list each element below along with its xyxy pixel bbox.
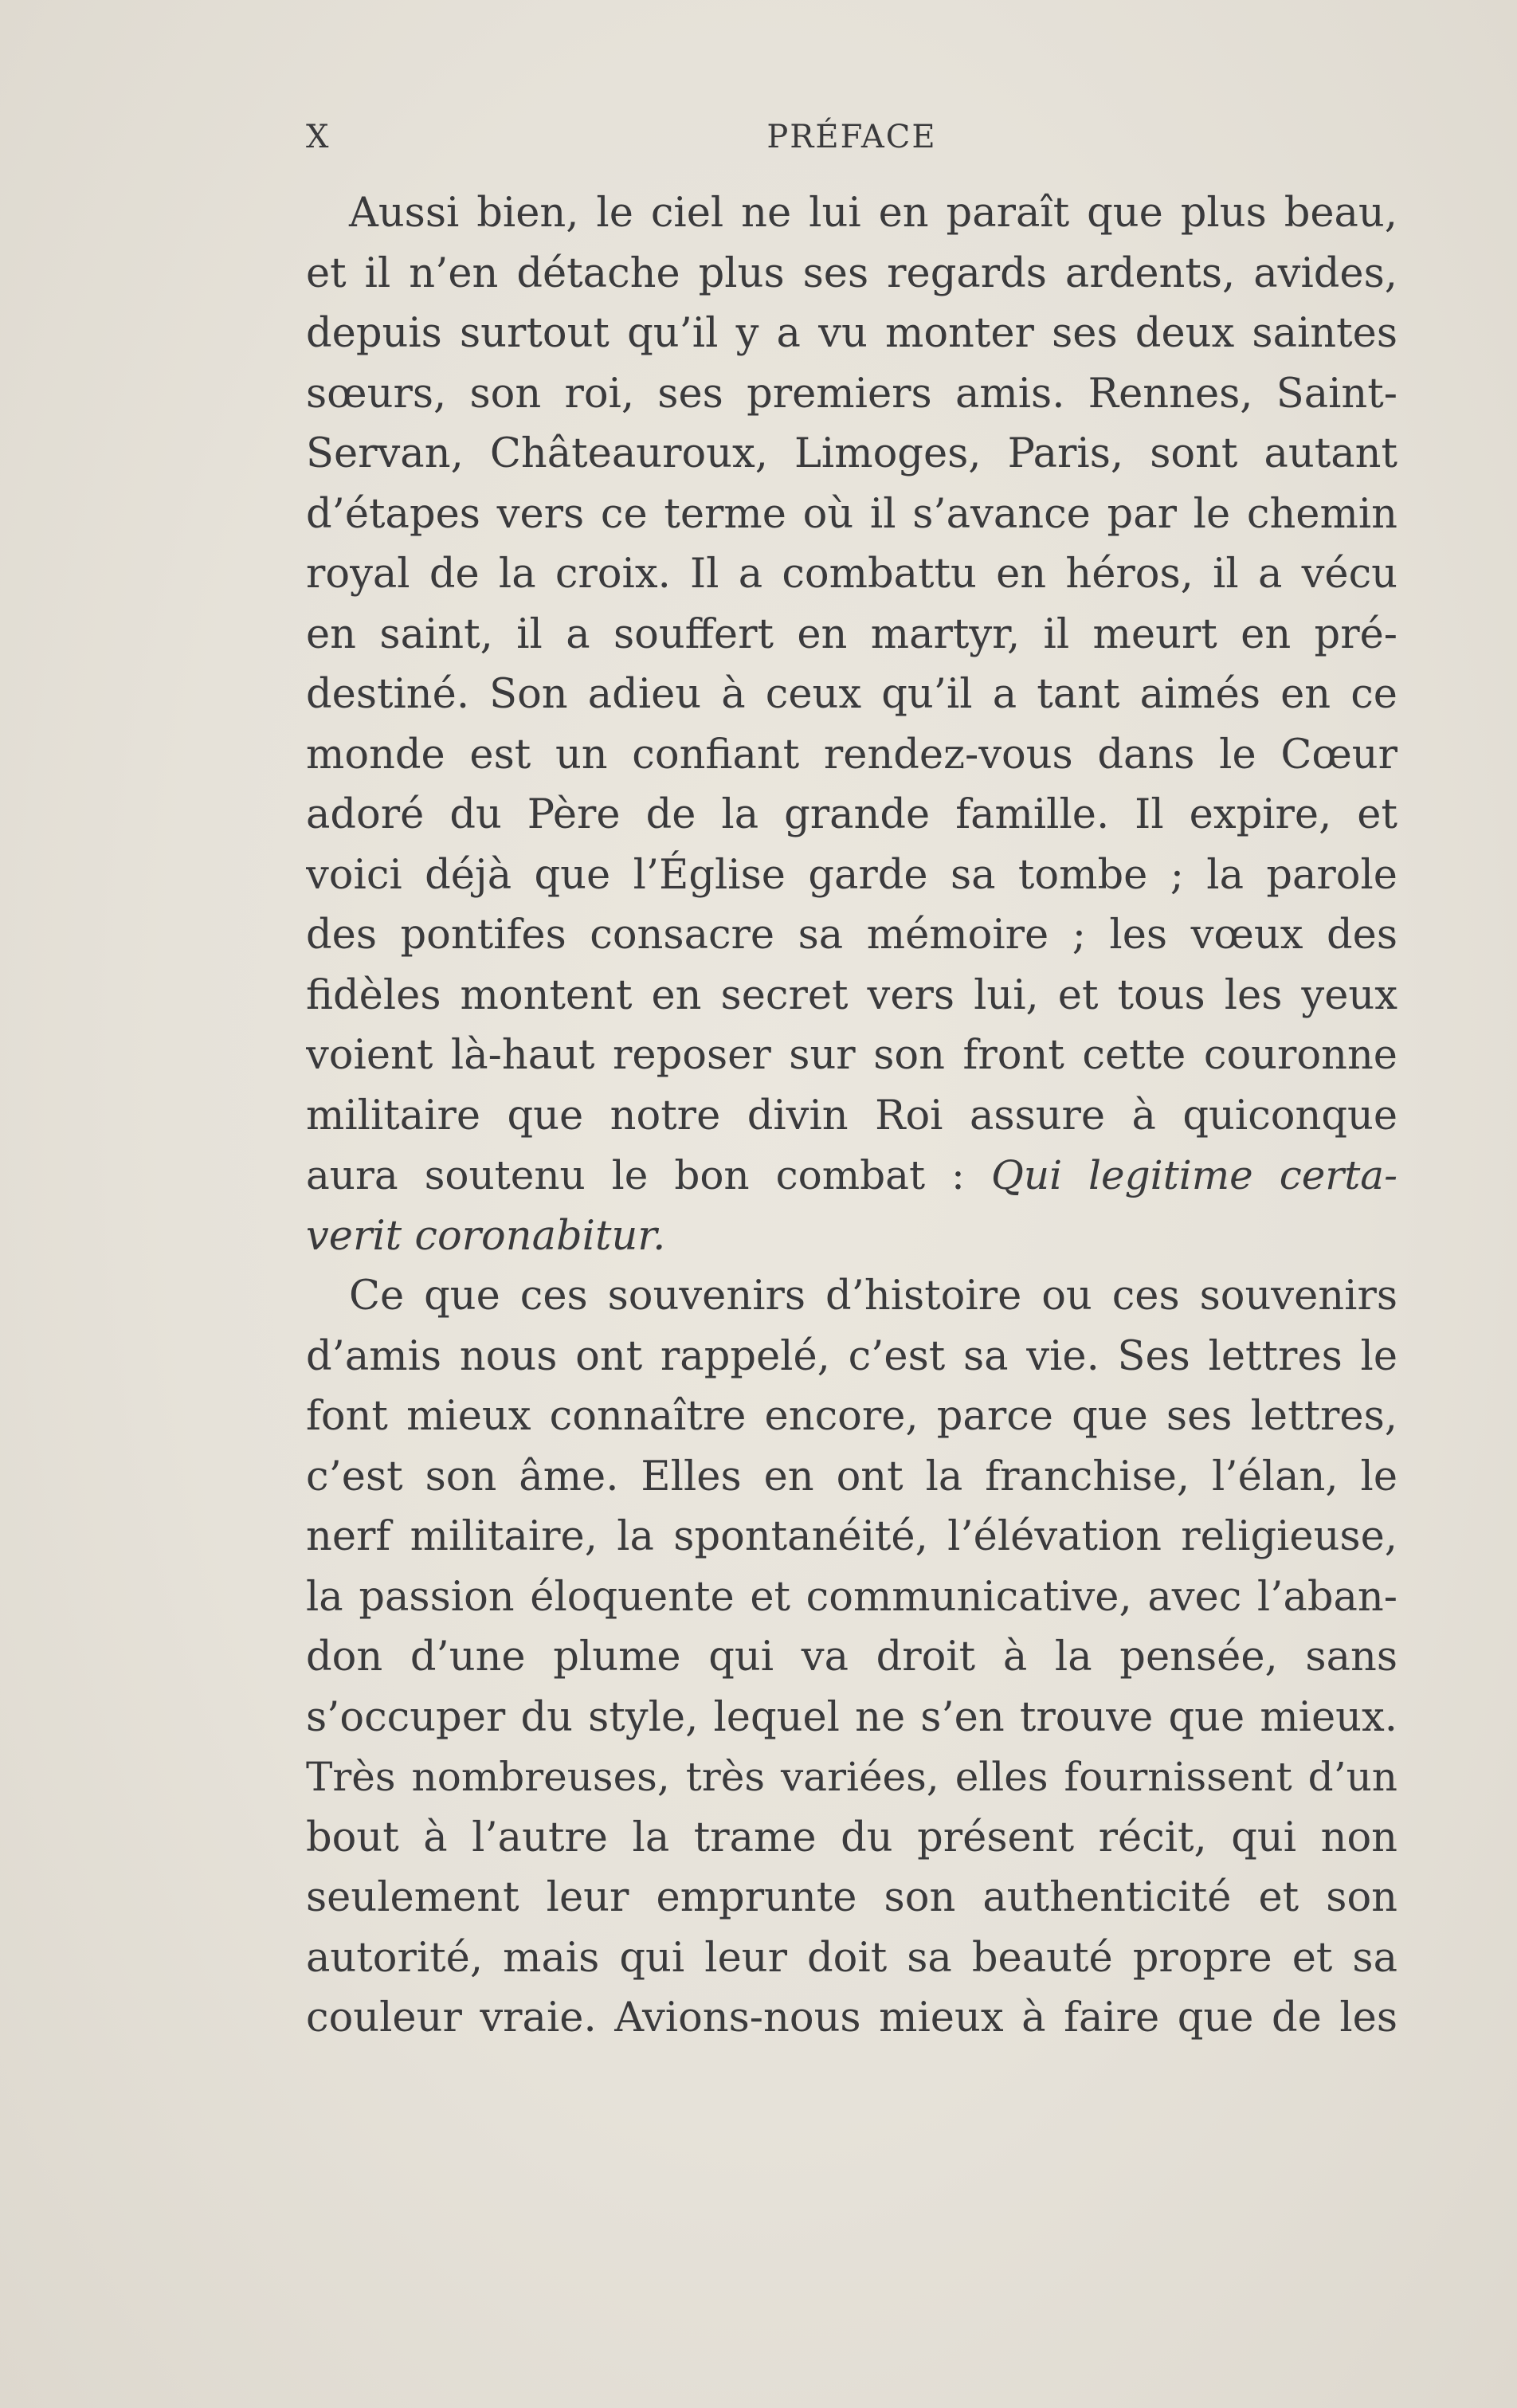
text-line: c’est son âme. Elles en ont la franchise, l’élan, le	[306, 1453, 1397, 1500]
text-line: bout à l’autre la trame du présent récit, qui non	[306, 1814, 1397, 1861]
latin-quote-end: verit coronabitur.	[306, 1212, 666, 1260]
text-line: et il n’en détache plus ses regards ardents, avides,	[306, 249, 1397, 297]
text-line: des pontifes consacre sa mémoire ; les vœux des	[306, 912, 1397, 959]
text-line: d’étapes vers ce terme où il s’avance par le chemin	[306, 490, 1397, 538]
latin-quote: Qui legitime certa-	[990, 1152, 1397, 1198]
paragraph-1	[306, 183, 1397, 1266]
text-line: couleur vraie. Avions-nous mieux à faire que de les	[306, 1994, 1397, 2041]
text-line: militaire que notre divin Roi assure à quiconque	[306, 1092, 1397, 1139]
running-head: PRÉFACE	[766, 119, 937, 155]
text-line: font mieux connaître encore, parce que ses lettres,	[306, 1393, 1397, 1440]
text-line: sœurs, son roi, ses premiers amis. Rennes, Saint-	[306, 370, 1397, 418]
page-number: X	[306, 119, 330, 155]
body-text	[306, 183, 1397, 2049]
text-line: monde est un confiant rendez-vous dans le Cœur	[306, 731, 1397, 778]
text-line: en saint, il a souffert en martyr, il meurt en pré-	[306, 610, 1397, 658]
text-line: destiné. Son adieu à ceux qu’il a tant aimés en ce	[306, 671, 1397, 718]
text-line: depuis surtout qu’il y a vu monter ses deux saintes	[306, 310, 1397, 357]
text-line: Aussi bien, le ciel ne lui en paraît que plus beau,	[349, 190, 1397, 237]
text-line: la passion éloquente et communicative, avec l’aban-	[306, 1573, 1397, 1621]
paragraph-2	[306, 1266, 1397, 2049]
text-line: fidèles montent en secret vers lui, et tous les yeux	[306, 971, 1397, 1019]
text-line-mixed	[306, 1146, 1397, 1206]
text-line: voici déjà que l’Église garde sa tombe ; la parole	[306, 851, 1397, 899]
text-roman: aura soutenu le bon combat :	[306, 1152, 991, 1198]
text-line: autorité, mais qui leur doit sa beauté propre et sa	[306, 1934, 1397, 1982]
text-line: don d’une plume qui va droit à la pensée, sans	[306, 1633, 1397, 1681]
text-line: Ce que ces souvenirs d’histoire ou ces souvenirs	[349, 1273, 1397, 1320]
text-line: adoré du Père de la grande famille. Il expire, et	[306, 791, 1397, 838]
text-line: d’amis nous ont rappelé, c’est sa vie. Ses lettres le	[306, 1332, 1397, 1380]
page-header	[306, 112, 1397, 163]
text-line: seulement leur emprunte son authenticité et son	[306, 1874, 1397, 1921]
text-line: nerf militaire, la spontanéité, l’élévation religieuse,	[306, 1513, 1397, 1560]
text-line-italic	[306, 1206, 1397, 1267]
text-line: royal de la croix. Il a combattu en héros, il a vécu	[306, 551, 1397, 598]
text-line: voient là-haut reposer sur son front cette couronne	[306, 1032, 1397, 1079]
text-line: s’occuper du style, lequel ne s’en trouve que mieux.	[306, 1693, 1397, 1741]
text-line: Très nombreuses, très variées, elles fournissent d’un	[306, 1754, 1397, 1800]
text-line: Servan, Châteauroux, Limoges, Paris, sont autant	[306, 430, 1397, 477]
